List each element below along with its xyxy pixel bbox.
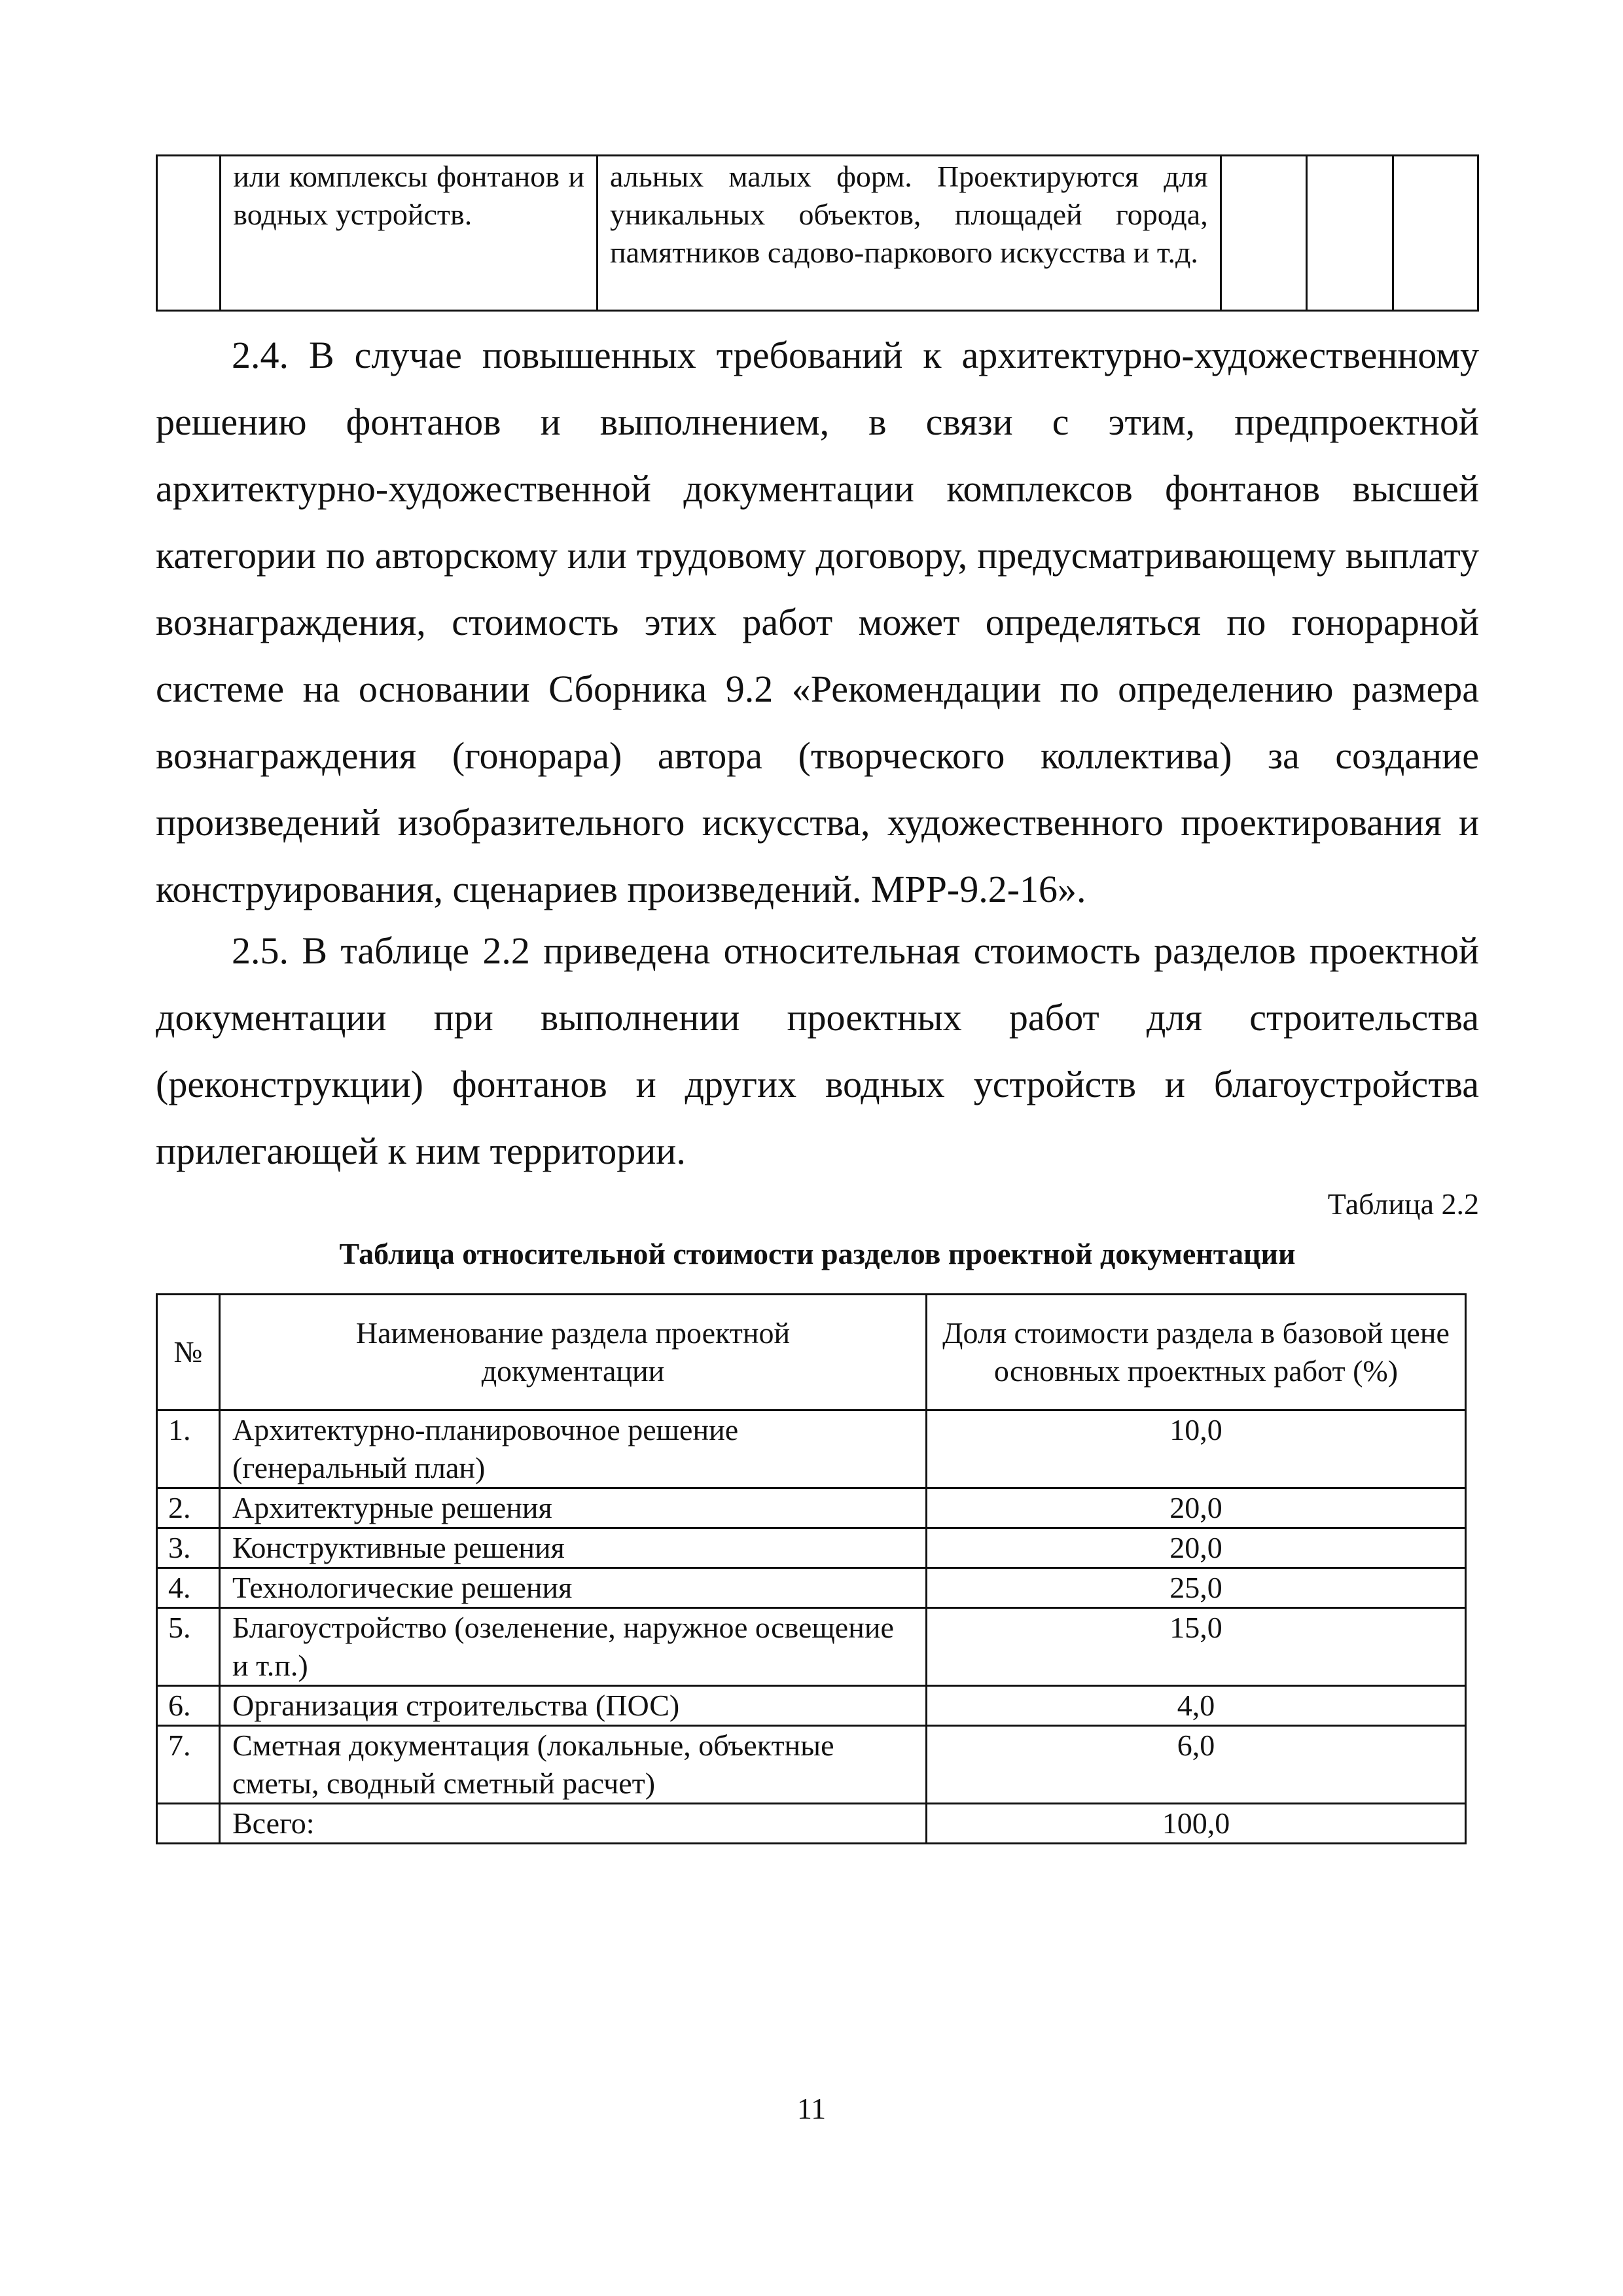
total-row <box>157 1804 1466 1844</box>
continuation-cell-5 <box>1307 156 1393 311</box>
continuation-table-row <box>157 156 1478 311</box>
row-section-name: Архитектурные решения <box>220 1488 927 1528</box>
row-cost-share: 4,0 <box>927 1686 1466 1726</box>
row-num: 1. <box>157 1410 220 1488</box>
paragraph-2-5: 2.5. В таблице 2.2 приведена относительная стоимость разделов проектной документации при выполнении проектных работ для строительства (реконструкции) фонтанов и других водных устройств и благоустройства прилегающей к ним территории. <box>156 929 1479 1172</box>
continuation-cell-4 <box>1221 156 1307 311</box>
row-cost-share: 25,0 <box>927 1568 1466 1608</box>
row-section-name: Благоустройство (озеленение, наружное освещение и т.п.) <box>220 1608 927 1686</box>
table-row <box>157 1410 1466 1488</box>
row-num: 7. <box>157 1726 220 1804</box>
continuation-cell-6 <box>1393 156 1478 311</box>
table-row <box>157 1528 1466 1568</box>
row-section-name: Технологические решения <box>220 1568 927 1608</box>
header-section-name: Наименование раздела проектной документации <box>220 1295 927 1410</box>
table-row <box>157 1488 1466 1528</box>
header-num: № <box>157 1295 220 1410</box>
table-row <box>157 1726 1466 1804</box>
cost-share-table <box>156 1293 1467 1844</box>
row-num: 6. <box>157 1686 220 1726</box>
continuation-cell-1 <box>157 156 221 311</box>
total-num <box>157 1804 220 1844</box>
table-row <box>157 1608 1466 1686</box>
paragraph-2-4: 2.4. В случае повышенных требований к архитектурно-художественному решению фонтанов и выполнением, в связи с этим, предпроектной архитектурно-художественной документации комплексов фонтанов высшей категории по авторскому или трудовому договору, предусматривающему выплату вознаграждения, стоимость этих работ может определяться по гонорарной системе на основании Сборника 9.2 «Рекомендации по определению размера вознаграждения (гонорара) автора (творческого коллектива) за создание произведений изобразительного искусства, художественного проектирования и конструирования, сценариев произведений. МРР-9.2-16». <box>156 334 1479 910</box>
row-num: 4. <box>157 1568 220 1608</box>
row-section-name: Сметная документация (локальные, объектные сметы, сводный сметный расчет) <box>220 1726 927 1804</box>
continuation-cell-3: альных малых форм. Проектируются для уникальных объектов, площадей города, памятников садово-паркового искусства и т.д. <box>597 156 1221 311</box>
row-num: 2. <box>157 1488 220 1528</box>
row-section-name: Архитектурно-планировочное решение (генеральный план) <box>220 1410 927 1488</box>
table-title: Таблица относительной стоимости разделов проектной документации <box>339 1237 1296 1270</box>
table-caption: Таблица 2.2 <box>1327 1187 1479 1221</box>
page-number: 11 <box>796 2092 827 2125</box>
total-label: Всего: <box>220 1804 927 1844</box>
row-section-name: Конструктивные решения <box>220 1528 927 1568</box>
header-cost-share: Доля стоимости раздела в базовой цене основных проектных работ (%) <box>927 1295 1466 1410</box>
continuation-cell-2: или комплексы фонтанов и водных устройств. <box>221 156 597 311</box>
total-value: 100,0 <box>927 1804 1466 1844</box>
row-cost-share: 20,0 <box>927 1488 1466 1528</box>
row-cost-share: 10,0 <box>927 1410 1466 1488</box>
table-row <box>157 1686 1466 1726</box>
continuation-table <box>156 154 1479 312</box>
table-row <box>157 1568 1466 1608</box>
row-cost-share: 6,0 <box>927 1726 1466 1804</box>
row-num: 3. <box>157 1528 220 1568</box>
row-cost-share: 15,0 <box>927 1608 1466 1686</box>
row-num: 5. <box>157 1608 220 1686</box>
row-section-name: Организация строительства (ПОС) <box>220 1686 927 1726</box>
row-cost-share: 20,0 <box>927 1528 1466 1568</box>
cost-table-header-row <box>157 1295 1466 1410</box>
